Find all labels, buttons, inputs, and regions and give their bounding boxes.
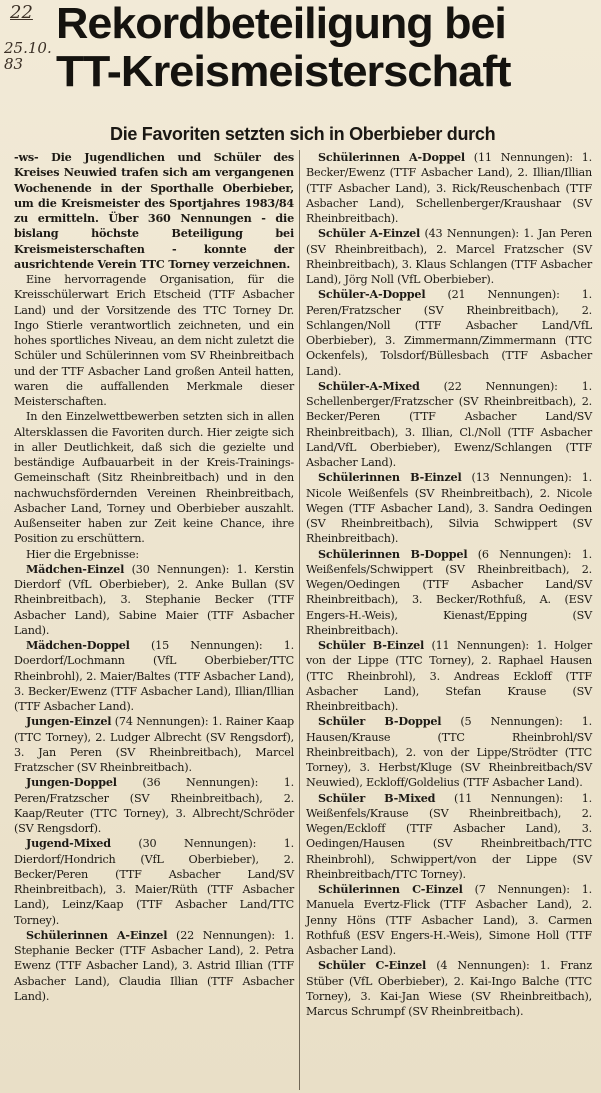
result-section-text: (11 Nennungen): 1. Weißenfels/Krause (SV Rheinbreitbach), 2. Wegen/Eckloff (TTF Asbacher Land), 3. Oedingen/Hausen (SV Rheinbreitbach/TTC Rheinbrohl), Schwippert/von der Lippe (SV Rheinbreitbach/TTC Torney).: [306, 791, 592, 881]
result-section-title: Jungen-Einzel: [26, 714, 112, 729]
result-section-title: Schüler-A-Doppel: [318, 287, 426, 302]
result-section: [14, 562, 294, 638]
result-section-title: Jungen-Doppel: [26, 775, 117, 790]
result-section: [306, 287, 592, 379]
result-section: [14, 928, 294, 1004]
result-section-text: (4 Nennungen): 1. Franz Stüber (VfL Oberbieber), 2. Kai-Ingo Balche (TTC Torney), 3. Kai-Jan Wiese (SV Rheinbreitbach), Marcus Schrumpf (SV Rheinbreitbach).: [306, 959, 592, 1018]
result-section-text: (43 Nennungen): 1. Jan Peren (SV Rheinbreitbach), 2. Marcel Fratzscher (SV Rheinbreitbach), 3. Klaus Schlangen (TTF Asbacher Land), Jörg Noll (VfL Oberbieber).: [306, 227, 592, 286]
left-results-list: [14, 562, 294, 1004]
result-section-text: (22 Nennungen): 1. Schellenberger/Fratzscher (SV Rheinbreitbach), 2. Becker/Peren (TTF Asbacher Land/SV Rheinbreitbach), 3. Illian, Cl./Noll (TTF Asbacher Land/VfL Oberbieber), Ewenz/Schlangen (TTF Asbacher Land).: [306, 379, 592, 469]
result-section-text: (21 Nennungen): 1. Peren/Fratzscher (SV Rheinbreitbach), 2. Schlangen/Noll (TTF Asbacher Land/VfL Oberbieber), 3. Zimmermann/Zimmermann (TTC Ockenfels), Tolsdorf/Büllesbach (TTF Asbacher Land).: [306, 288, 592, 378]
right-column: [306, 150, 592, 1019]
result-section-text: (36 Nennungen): 1. Peren/Fratzscher (SV Rheinbreitbach), 2. Kaap/Reuter (TTC Torney), 3. Albrecht/Schröder (SV Rengsdorf).: [14, 776, 294, 835]
result-section-title: Schülerinnen A-Doppel: [318, 150, 465, 164]
result-section-title: Mädchen-Doppel: [26, 638, 130, 652]
result-section-text: (6 Nennungen): 1. Weißenfels/Schwippert (SV Rheinbreitbach), 2. Wegen/Oedingen (TTF Asbacher Land/SV Rheinbreitbach), 3. Becker/Rothfuß, A. (ESV Engers-H.-Weis), Kienast/Epping (SV Rheinbreitbach).: [306, 547, 593, 637]
result-section-title: Mädchen-Einzel: [26, 561, 125, 576]
result-section: [14, 638, 294, 714]
headline-line-1: Rekordbeteiligung bei: [56, 0, 506, 48]
result-section-text: (30 Nennungen): 1. Dierdorf/Hondrich (VfL Oberbieber), 2. Becker/Peren (TTF Asbacher Land/SV Rheinbreitbach), 3. Maier/Rüth (TTF Asbacher Land), Leinz/Kaap (TTF Asbacher Land/TTC Torney).: [14, 837, 294, 927]
right-results-list: [306, 150, 592, 1019]
result-section: [306, 714, 592, 790]
result-section-title: Schüler A-Einzel: [318, 226, 421, 241]
result-section-title: Jugend-Mixed: [26, 836, 111, 851]
result-section: [14, 714, 294, 775]
result-section-title: Schülerinnen B-Einzel: [318, 470, 462, 485]
body-paragraph-2: In den Einzelwettbewerben setzten sich in allen Altersklassen die Favoriten durch. Hier zeigte sich in aller Deutlichkeit, daß sich die gezielte und beständige Aufbauarbeit in der Kreis-Trainings-Gemeinschaft (Sitz Rheinbreitbach) und in den nachwuchsfördernden Vereinen Rheinbreitbach, Asbacher Land, Torney und Oberbieber auszahlt. Außenseiter haben zur Zeit keine Chance, ihre Position zu erschüttern.: [14, 410, 294, 546]
body-paragraph-1: Eine hervorragende Organisation, für die Kreisschülerwart Erich Etscheid (TTF Asbacher Land) und der Vorsitzende des TTC Torney Dr. Ingo Stierle verantwortlich zeichneten, und ein hohes sportliches Niveau, an dem nicht zuletzt die Schüler und Schülerinnen vom SV Rheinbreitbach und der TTF Asbacher Land großen Anteil hatten, waren die auffallenden Merkmale dieser Meisterschaften.: [14, 273, 294, 408]
result-section: [306, 379, 592, 471]
result-section-title: Schülerinnen C-Einzel: [318, 882, 463, 896]
handwritten-number: 22: [10, 2, 33, 23]
result-section-text: (11 Nennungen): 1. Becker/Ewenz (TTF Asbacher Land), 2. Illian/Illian (TTF Asbacher Land), 3. Rick/Reuschenbach (TTF Asbacher Land), Schellenberger/Kraushaar (SV Rheinbreitbach).: [306, 151, 592, 225]
headline-line-2: TT-Kreismeisterschaft: [56, 47, 511, 96]
result-section-text: (7 Nennungen): 1. Manuela Evertz-Flick (TTF Asbacher Land), 2. Jenny Höns (TTF Asbacher Land), 3. Carmen Rothfuß (ESV Engers-H.-Weis), Simone Holl (TTF Asbacher Land).: [306, 883, 592, 957]
result-section-text: (15 Nennungen): 1. Doerdorf/Lochmann (VfL Oberbieber/TTC Rheinbrohl), 2. Maier/Baltes (TTF Asbacher Land), 3. Becker/Ewenz (TTF Asbacher Land), Illian/Illian (TTF Asbacher Land).: [14, 639, 294, 713]
result-section-text: (22 Nennungen): 1. Stephanie Becker (TTF Asbacher Land), 2. Petra Ewenz (TTF Asbacher Land), 3. Astrid Illian (TTF Asbacher Land), Claudia Illian (TTF Asbacher Land).: [14, 928, 295, 1003]
result-section: [306, 791, 592, 883]
result-section-text: (30 Nennungen): 1. Kerstin Dierdorf (VfL Oberbieber), 2. Anke Bullan (SV Rheinbreitbach), 3. Stephanie Becker (TTF Asbacher Land), Sabine Maier (TTF Asbacher Land).: [14, 562, 294, 637]
result-section-title: Schüler-A-Mixed: [318, 378, 420, 393]
result-section: [306, 882, 592, 958]
result-section: [14, 775, 294, 836]
result-section-text: (5 Nennungen): 1. Hausen/Krause (TTC Rheinbrohl/SV Rheinbreitbach), 2. von der Lippe/Strödter (TTC Torney), 3. Herbst/Kluge (SV Rheinbreitbach/SV Neuwied), Eckloff/Goldelius (TTF Asbacher Land).: [306, 715, 592, 790]
results-intro: Hier die Ergebnisse:: [26, 547, 139, 561]
left-column: [14, 150, 294, 1004]
result-section-text: (11 Nennungen): 1. Holger von der Lippe (TTC Torney), 2. Raphael Hausen (TTC Rheinbrohl), 3. Andreas Eckloff (TTF Asbacher Land), Stefan Krause (SV Rheinbreitbach).: [306, 639, 592, 713]
column-divider: [299, 150, 300, 1090]
result-section-title: Schüler B-Mixed: [318, 790, 436, 805]
result-section-title: Schülerinnen B-Doppel: [318, 546, 468, 561]
handwritten-date: 25.10. 83: [4, 39, 52, 73]
result-section: [306, 470, 592, 546]
result-section-title: Schüler B-Einzel: [318, 638, 425, 652]
result-section: [306, 547, 592, 639]
result-section-text: (13 Nennungen): 1. Nicole Weißenfels (SV Rheinbreitbach), 2. Nicole Wegen (TTF Asbacher Land), 3. Sandra Oedingen (SV Rheinbreitbach), Silvia Schwippert (SV Rheinbreitbach).: [306, 471, 592, 546]
result-section-title: Schüler C-Einzel: [318, 958, 427, 973]
intro-paragraph: -ws- Die Jugendlichen und Schüler des Kreises Neuwied trafen sich am vergangenen Wochenende in der Sporthalle Oberbieber, um die Kreismeister des Sportjahres 1983/84 zu ermitteln. Über 360 Nennungen - die bislang höchste Beteiligung bei Kreismeisterschaften - konnte der ausrichtende Verein TTC Torney verzeichnen.: [14, 150, 294, 271]
result-section-text: (74 Nennungen): 1. Rainer Kaap (TTC Torney), 2. Ludger Albrecht (SV Rengsdorf), 3. Jan Peren (SV Rheinbreitbach), Marcel Fratzscher (SV Rheinbreitbach).: [14, 715, 294, 774]
subtitle: Die Favoriten setzten sich in Oberbieber durch: [110, 124, 496, 144]
result-section: [306, 150, 592, 226]
result-section-title: Schüler B-Doppel: [318, 714, 442, 729]
result-section: [306, 958, 592, 1019]
result-section: [306, 226, 592, 287]
result-section: [306, 638, 592, 714]
result-section-title: Schülerinnen A-Einzel: [26, 927, 168, 942]
result-section: [14, 836, 294, 928]
